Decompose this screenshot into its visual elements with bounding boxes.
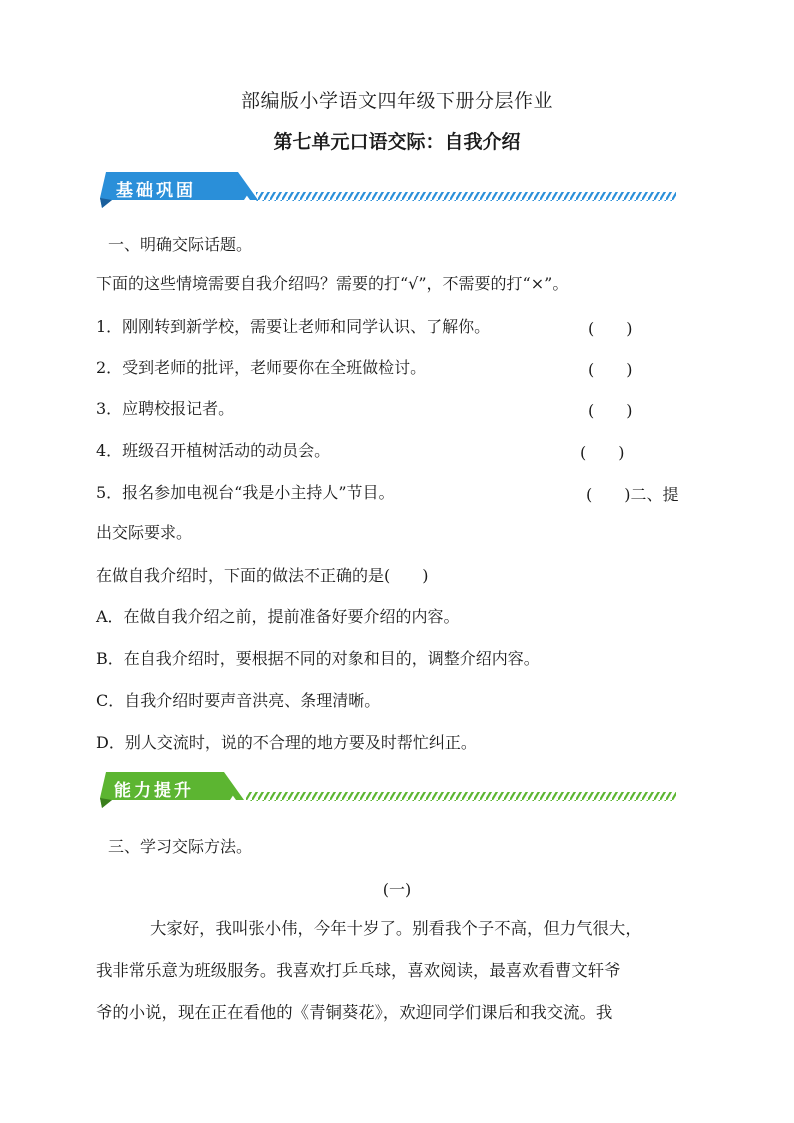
q1-heading: 一、明确交际话题。 (108, 235, 253, 254)
page-subtitle: 第七单元口语交际：自我介绍 (273, 131, 521, 153)
answer-paren[interactable]: ( ) (588, 401, 633, 420)
passage-number: (一) (382, 880, 412, 899)
q1-item: 2．受到老师的批评，老师要你在全班做检讨。 (96, 358, 427, 377)
q2-option: C．自我介绍时要声音洪亮、条理清晰。 (96, 691, 381, 710)
q3-heading: 三、学习交际方法。 (108, 837, 253, 856)
q2-heading-continued: 出交际要求。 (96, 523, 193, 542)
banner-basic-label: 基础巩固 (116, 181, 196, 201)
section-banner-advanced (96, 770, 680, 814)
q1-item: 1．刚刚转到新学校，需要让老师和同学认识、了解你。 (96, 317, 491, 336)
q1-item: 5．报名参加电视台“我是小主持人”节目。 (96, 483, 395, 502)
banner-advanced-label: 能力提升 (114, 781, 194, 801)
q2-question: 在做自我介绍时，下面的做法不正确的是( ) (96, 566, 429, 585)
answer-paren[interactable]: ( ) (588, 360, 633, 379)
passage-line: 大家好，我叫张小伟，今年十岁了。别看我个子不高，但力气很大， (150, 919, 642, 938)
answer-paren-with-heading[interactable]: ( )二、提 (586, 485, 679, 504)
answer-paren[interactable]: ( ) (580, 443, 625, 462)
answer-paren[interactable]: ( ) (588, 319, 633, 338)
q2-option: A．在做自我介绍之前，提前准备好要介绍的内容。 (96, 607, 460, 626)
q1-item: 3．应聘校报记者。 (96, 399, 235, 418)
page-title: 部编版小学语文四年级下册分层作业 (240, 90, 553, 112)
passage-line: 爷的小说，现在正在看他的《青铜葵花》，欢迎同学们课后和我交流。我 (96, 1003, 613, 1022)
q1-instruction: 下面的这些情境需要自我介绍吗？需要的打“√”，不需要的打“×”。 (96, 274, 569, 293)
q2-option: B．在自我介绍时，要根据不同的对象和目的，调整介绍内容。 (96, 649, 540, 668)
q2-option: D．别人交流时，说的不合理的地方要及时帮忙纠正。 (96, 733, 477, 752)
q1-item: 4．班级召开植树活动的动员会。 (96, 441, 331, 460)
passage-line: 我非常乐意为班级服务。我喜欢打乒乓球，喜欢阅读，最喜欢看曹文轩爷 (96, 961, 621, 980)
section-banner-basic (96, 170, 680, 214)
